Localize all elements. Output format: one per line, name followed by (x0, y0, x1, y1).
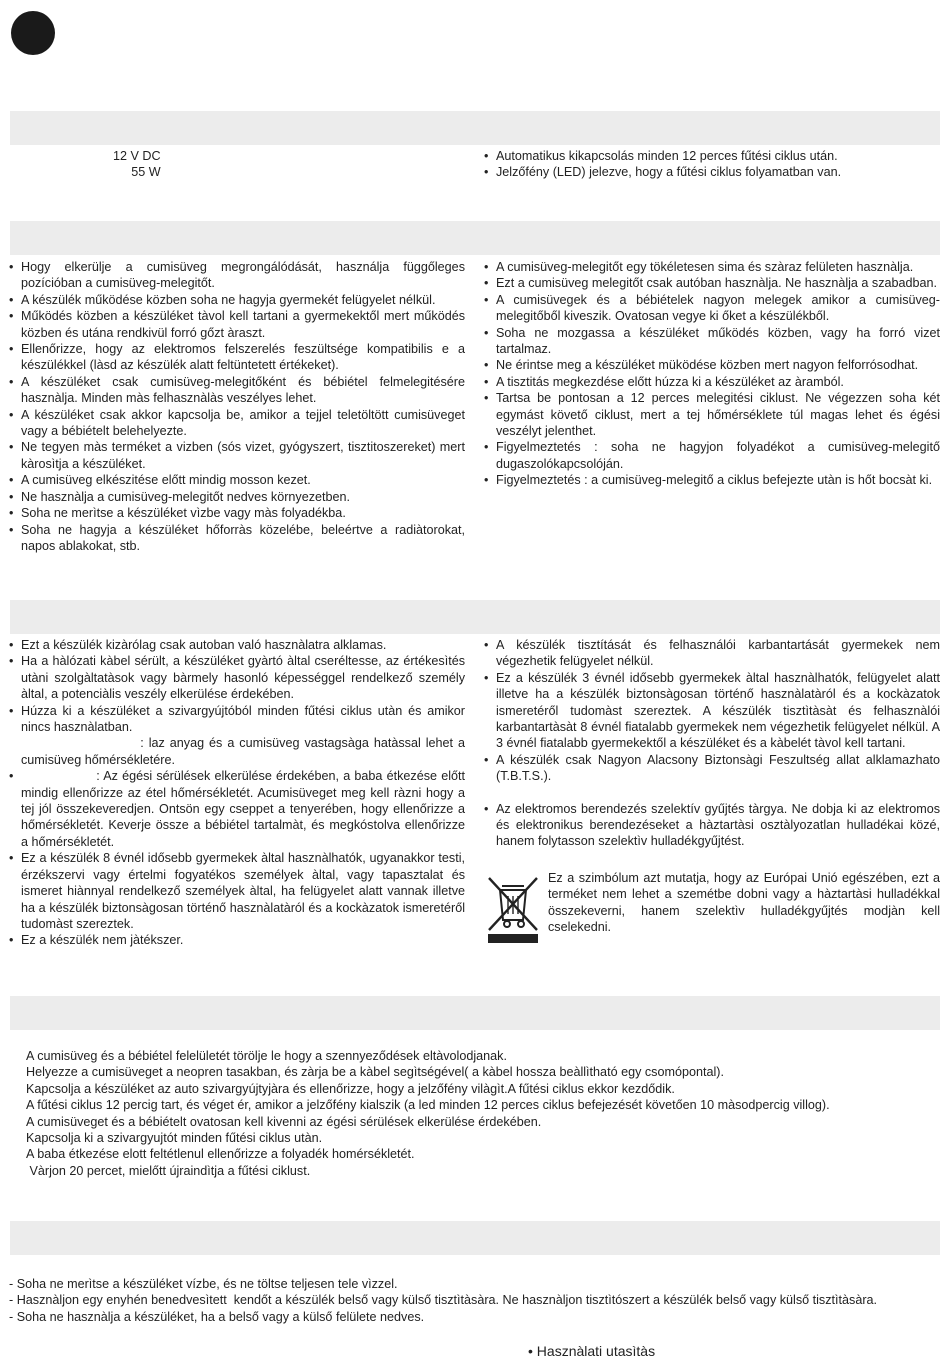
list-item: • : Az égési sérülések elkerülése érdekében, a baba étkezése előtt mindig ellenőrizze az étel hőmérsékletét. Acumisüveget meg kell ràzni hogy a tej jól összekeveredjen. Ontsön egy cseppet a tenyerében, hogy ellenőrizze a hőmérsékletét. Keverje össze a bébiétel tartalmàt, és megkóstolva ellenőrizze a hőmérsékletét. (9, 768, 465, 850)
list-item: • Jelzőfény (LED) jelezve, hogy a fűtési ciklus folyamatban van. (484, 164, 940, 180)
list-item: • Ezt a cumisüveg melegitőt csak autóban hasznàlja. Ne hasznàlja a szabadban. (484, 275, 940, 291)
voltage-value: 12 V DC (113, 149, 161, 163)
list-item: • Soha ne merìtse a készüléket vìzbe vagy màs folyadékba. (9, 505, 465, 521)
list-item: : laz anyag és a cumisüveg vastagsàga hatàssal lehet a cumisüveg hőmérsékletére. (21, 736, 469, 767)
spec-values (104, 148, 161, 181)
list-item: • Tartsa be pontosan a 12 perces melegitési ciklust. Ne végezzen soha két egymást követő ciklust, mert a tej hőmérséklete túl magas lehet és égési veszélyt jelenthet. (484, 390, 940, 439)
safety-right-list (484, 259, 940, 489)
step-line: Kapcsolja ki a szivargyujtót minden fűtési ciklus utàn. (26, 1131, 323, 1146)
bullet-icon: • (528, 1343, 537, 1359)
cleaning-line: - Soha ne merìtse a készüléket vízbe, és ne töltse teljesen tele vìzzel. (9, 1277, 398, 1291)
step-line: A cumisüveget és a bébiételt ovatosan kell kivenni az égési sérülések elkerülése érdekében. (26, 1114, 542, 1129)
list-item: • Ez a készülék 3 évnél idősebb gyermekek àltal hasznàlhatók, felügyelet alatt illetve ha a készülék biztonsàgosan történő hasznàlatàról és a kockàzatok ismeretéről tudomàst szereztek. A készülék tisztìtàsàt és felhasznàlói karbantartàsàt 8 évnél fiatalabb gyermekek nem végezhetik felügyelet nélkül. A 3 évnél fiatalabb gyermekektől a készüléket és a kàbelét tàvol kell tartani. (484, 670, 940, 752)
footer-label (528, 1343, 655, 1359)
list-item: • Ezt a készülék kizàrólag csak autoban való hasznàlatra alklamas. (9, 637, 465, 653)
list-item: • A készüléket csak akkor kapcsolja be, amikor a tejjel teletöltött cumisüveget vagy a bébiételt belehelyezte. (9, 407, 465, 440)
list-item: • Ez a készülék 8 évnél idősebb gyermekek àltal hasznàlhatók, ugyanakkor testi, érzékszervi vagy értelmi fogyatékos személyek àltal, vagy tapasztalat és ismeret hiànnyal rendelkező személyek àltal, ha felügyelet alatt vannak illetve ha a készülék biztonsàgosan történő hasznàlatàról és a kockàzatok ismeretéről tudomàst szereztek. (9, 850, 465, 932)
list-item: • A készülék tisztítását és felhasználói karbantartását gyermekek nem végezhetik felügyelet nélkül. (484, 637, 940, 670)
power-value: 55 W (131, 165, 161, 180)
section-band-specs (10, 111, 940, 145)
list-item: • A cumisüvegek és a bébiételek nagyon melegek amikor a cumisüveg-melegitőből kiveszik. Ovatosan vegye ki őket a készülékből. (484, 292, 940, 325)
section-band-operation (10, 996, 940, 1030)
spec-features (484, 148, 940, 181)
cleaning-notes (9, 1276, 877, 1325)
list-item: • Figyelmeztetés : soha ne hagyjon folyadékot a cumisüveg-melegitő dugaszolókapcsolóján. (484, 439, 940, 472)
step-line: Kapcsolja a készüléket az auto szivargyújtyjàra és ellenőrizze, hogy a jelzőfény vilàgìt.A fűtési ciklus ekkor kezdődik. (26, 1081, 675, 1096)
operation-steps (26, 1048, 830, 1179)
cleaning-line: - Hasznàljon egy enyhén benedvesìtett kendőt a készülék belső vagy külső tisztìtàsàra. Ne hasznàljon tisztìtószert a készülék belső vagy külső tisztìtàsàra. (9, 1293, 878, 1308)
list-item: • Ha a hàlózati kàbel sérült, a készüléket gyàrtó àltal cseréltesse, az értékesìtés utàni szolgàltatàsok vagy bàrmely hasonló képességgel rendelkező személy àltal, a potenciàlis veszély elkerülése érdekében. (9, 653, 465, 702)
list-item: • Működés közben a készüléket tàvol kell tartani a gyermekektől mert működés közben és utána rendkivül forró gőzt àraszt. (9, 308, 465, 341)
list-item: • Húzza ki a készüléket a szivargyújtóból minden fűtési ciklus utàn és amikor nincs hasznàlatban. (9, 703, 465, 736)
list-item: • Soha ne hagyja a készüléket hőforràs közelébe, beleértve a radiàtorokat, napos ablakokat, stb. (9, 522, 465, 555)
usage-left-list (9, 637, 469, 949)
list-item: • A cumisüveg elkészitése előtt mindig mosson kezet. (9, 472, 465, 488)
list-item: • Az elektromos berendezés szelektív gyűjtés tàrgya. Ne dobja ki az elektromos és elektronikus berendezéseket a hàztartàsi osztàlyozatlan hulladékai közé, hanem folytasson szelektìv hulladékgyűjtést. (484, 801, 940, 850)
step-line: Vàrjon 20 percet, mielőtt újraindìtja a fűtési ciklust. (26, 1163, 311, 1178)
step-line: A fűtési ciklus 12 percig tart, és véget ér, amikor a jelzőfény kialszik (a led minden 12 perces ciklus befejezését követően 10 màsodpercig villog). (26, 1098, 830, 1113)
list-item: • Figyelmeztetés : a cumisüveg-melegitő a ciklus befejezte utàn is hőt bocsàt ki. (484, 472, 940, 488)
list-item: • Soha ne mozgassa a készüléket működés közben, vagy ha forró vizet tartalmaz. (484, 325, 940, 358)
usage-right-list (484, 637, 940, 850)
list-item: • Ne érintse meg a készüléket müködése közben mert nagyon felforrósodhat. (484, 357, 940, 373)
list-item: • A tisztitás megkezdése előtt húzza ki a készüléket az àramból. (484, 374, 940, 390)
list-item: • A készüléket csak cumisüveg-melegitőként és bébiétel felmelegitésére hasznàlja. Minden màs felhasznàlàs veszélyes lehet. (9, 374, 465, 407)
list-item: • Hogy elkerülje a cumisüveg megrongálódását, használja függőleges pozícióban a cumisüveg-melegitőt. (9, 259, 465, 292)
list-item: • A készülék csak Nagyon Alacsony Biztonsàgi Feszultség allat alklamazhato (T.B.T.S.). (484, 752, 940, 785)
weee-explanation: Ez a szimbólum azt mutatja, hogy az Európai Unió egészében, ezt a terméket nem lehet a szemétbe dobni vagy a hàztartàsi hulladékkal összekeverni, hanem szelektìv hulladékgyűjtés modjàn kell cselekedni. (548, 871, 940, 935)
cleaning-line: - Soha ne hasznàlja a készüléket, ha a belső vagy a külső felülete nedves. (9, 1309, 425, 1324)
list-item: • Ne tegyen màs terméket a vizben (sós vizet, gyógyszert, tisztitoszereket) mert kàrosìtja a készüléket. (9, 439, 465, 472)
list-item: • A cumisüveg-melegitőt egy tökéletesen sima és szàraz felületen hasznàlja. (484, 259, 940, 275)
section-band-safety (10, 221, 940, 255)
list-item: • Ez a készülék nem jàtékszer. (9, 932, 465, 948)
step-line: A cumisüveg és a bébiétel felelületét törölje le hogy a szennyeződések eltàvolodjanak. (26, 1049, 507, 1063)
list-item: • Ne hasznàlja a cumisüveg-melegitőt nedves környezetben. (9, 489, 465, 505)
list-item: • A készülék működése közben soha ne hagyja gyermekét felügyelet nélkül. (9, 292, 465, 308)
corner-circle-marker (11, 11, 55, 55)
step-line: A baba étkezése elott feltétlenul ellenőrizze a folyadék homérsékletét. (26, 1147, 415, 1162)
step-line: Helyezze a cumisüveget a neopren tasakban, és zàrja be a kàbel segìtségével( a kàbel hossza beàllìtható egy csomópontal). (26, 1065, 724, 1080)
crossed-out-wheelie-bin-icon (486, 872, 540, 944)
section-band-cleaning (10, 1221, 940, 1255)
list-item: • Ellenőrizze, hogy az elektromos felszerelés feszültsége kompatibilis e a készülékkel (làsd az készülék alatt feltüntetett értékeket). (9, 341, 465, 374)
safety-left-list (9, 259, 465, 554)
footer-text: Hasznàlati utasìtàs (536, 1343, 656, 1359)
list-item: • Automatikus kikapcsolás minden 12 perces fűtési ciklus után. (484, 148, 940, 164)
section-band-usage (10, 600, 940, 634)
